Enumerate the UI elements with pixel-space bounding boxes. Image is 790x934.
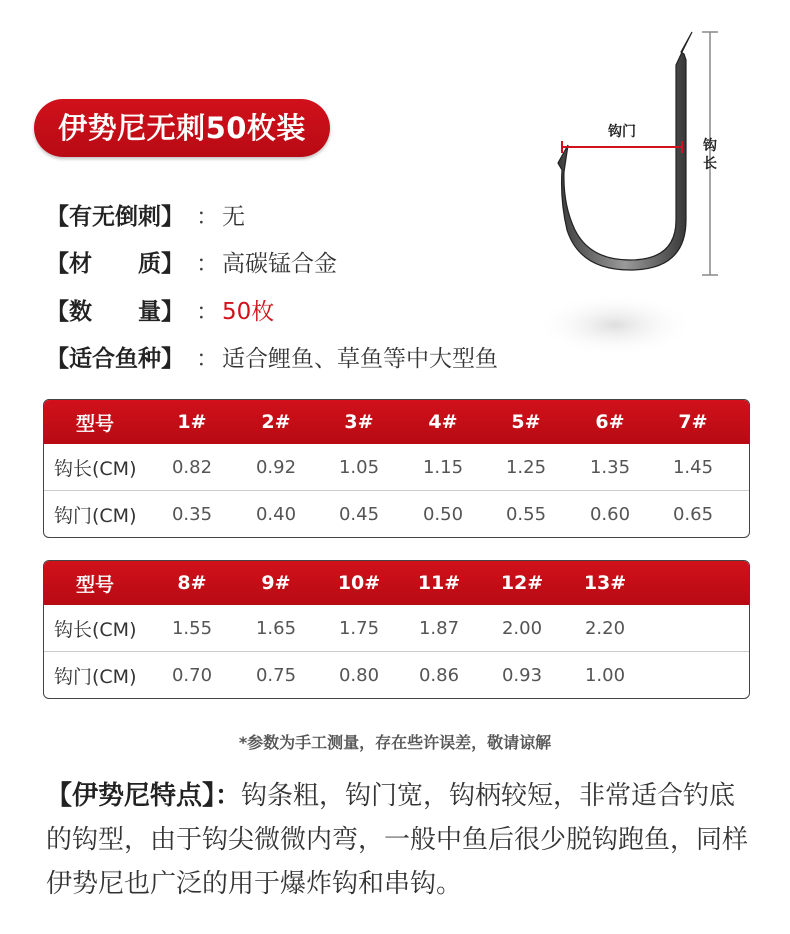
row-label: 钩长(CM)	[54, 618, 137, 641]
size-cell: 12#	[500, 572, 544, 594]
feature-label: 【伊势尼特点】：	[46, 781, 242, 811]
length-cell: 2.00	[501, 617, 543, 639]
spec-separator: ：	[196, 299, 219, 325]
gap-cell: 0.80	[338, 664, 380, 686]
table-header	[44, 400, 749, 444]
length-cell: 1.05	[338, 456, 380, 478]
length-cell: 1.65	[255, 617, 297, 639]
length-cell: 1.35	[589, 456, 631, 478]
title-banner: 伊势尼无刺50枚装	[34, 99, 330, 157]
spec-key: 【适合鱼种】	[46, 346, 184, 372]
hook-body	[558, 32, 692, 270]
feature-description	[46, 774, 752, 906]
gap-cell: 1.00	[584, 664, 626, 686]
table-row	[44, 651, 749, 698]
gap-cell: 0.93	[501, 664, 543, 686]
size-cell: 5#	[511, 411, 541, 433]
size-cell: 9#	[261, 572, 291, 594]
row-label: 钩门(CM)	[54, 504, 137, 527]
size-cell: 11#	[417, 572, 461, 594]
size-cell: 7#	[678, 411, 708, 433]
length-cell: 1.75	[338, 617, 380, 639]
gap-cell: 0.40	[255, 503, 297, 525]
gap-cell: 0.86	[418, 664, 460, 686]
hook-reflection	[535, 293, 695, 357]
size-cell: 8#	[177, 572, 207, 594]
spec-value: 无	[222, 204, 245, 230]
table-row	[44, 605, 749, 651]
spec-value: 适合鲤鱼、草鱼等中大型鱼	[222, 346, 498, 372]
size-table-2	[43, 560, 750, 699]
size-cell: 13#	[583, 572, 627, 594]
row-label: 钩长(CM)	[54, 457, 137, 480]
row-label: 钩门(CM)	[54, 665, 137, 688]
size-cell: 4#	[428, 411, 458, 433]
spec-key: 【材 质】	[46, 251, 184, 277]
gap-cell: 0.35	[171, 503, 213, 525]
size-cell: 2#	[261, 411, 291, 433]
gap-cell: 0.45	[338, 503, 380, 525]
size-cell: 3#	[344, 411, 374, 433]
length-cell: 1.55	[171, 617, 213, 639]
size-cell: 1#	[177, 411, 207, 433]
table-row	[44, 490, 749, 537]
gap-cell: 0.70	[171, 664, 213, 686]
fish-hook-diagram	[520, 20, 740, 360]
gap-cell: 0.75	[255, 664, 297, 686]
spec-separator: ：	[196, 204, 219, 230]
size-table-1	[43, 399, 750, 538]
header-label: 型号	[76, 573, 115, 596]
table-header	[44, 561, 749, 605]
length-cell: 1.87	[418, 617, 460, 639]
spec-value: 高碳锰合金	[222, 251, 337, 277]
gap-cell: 0.50	[422, 503, 464, 525]
gap-cell: 0.65	[672, 503, 714, 525]
header-label: 型号	[76, 412, 115, 435]
length-label-char2: 长	[703, 156, 717, 172]
gap-label: 钩门	[608, 124, 636, 140]
length-cell: 1.25	[505, 456, 547, 478]
spec-separator: ：	[196, 251, 219, 277]
gap-cell: 0.55	[505, 503, 547, 525]
spec-key: 【数 量】	[46, 299, 184, 325]
length-cell: 1.45	[672, 456, 714, 478]
size-cell: 10#	[337, 572, 381, 594]
spec-value: 50枚	[222, 299, 275, 325]
spec-separator: ：	[196, 346, 219, 372]
measurement-note: *参数为手工测量，存在些许误差，敬请谅解	[238, 733, 552, 752]
length-label-char1: 钩	[703, 138, 717, 154]
gap-cell: 0.60	[589, 503, 631, 525]
spec-key: 【有无倒刺】	[46, 204, 184, 230]
length-cell: 2.20	[584, 617, 626, 639]
length-cell: 0.92	[255, 456, 297, 478]
size-cell: 6#	[595, 411, 625, 433]
length-cell: 1.15	[422, 456, 464, 478]
table-row	[44, 444, 749, 490]
feature-text: 钩条粗，钩门宽，钩柄较短，非常适合钓底的钩型，由于钩尖微微内弯，一般中鱼后很少脱钩跑鱼，同样伊势尼也广泛的用于爆炸钩和串钩。	[46, 781, 749, 899]
length-cell: 0.82	[171, 456, 213, 478]
